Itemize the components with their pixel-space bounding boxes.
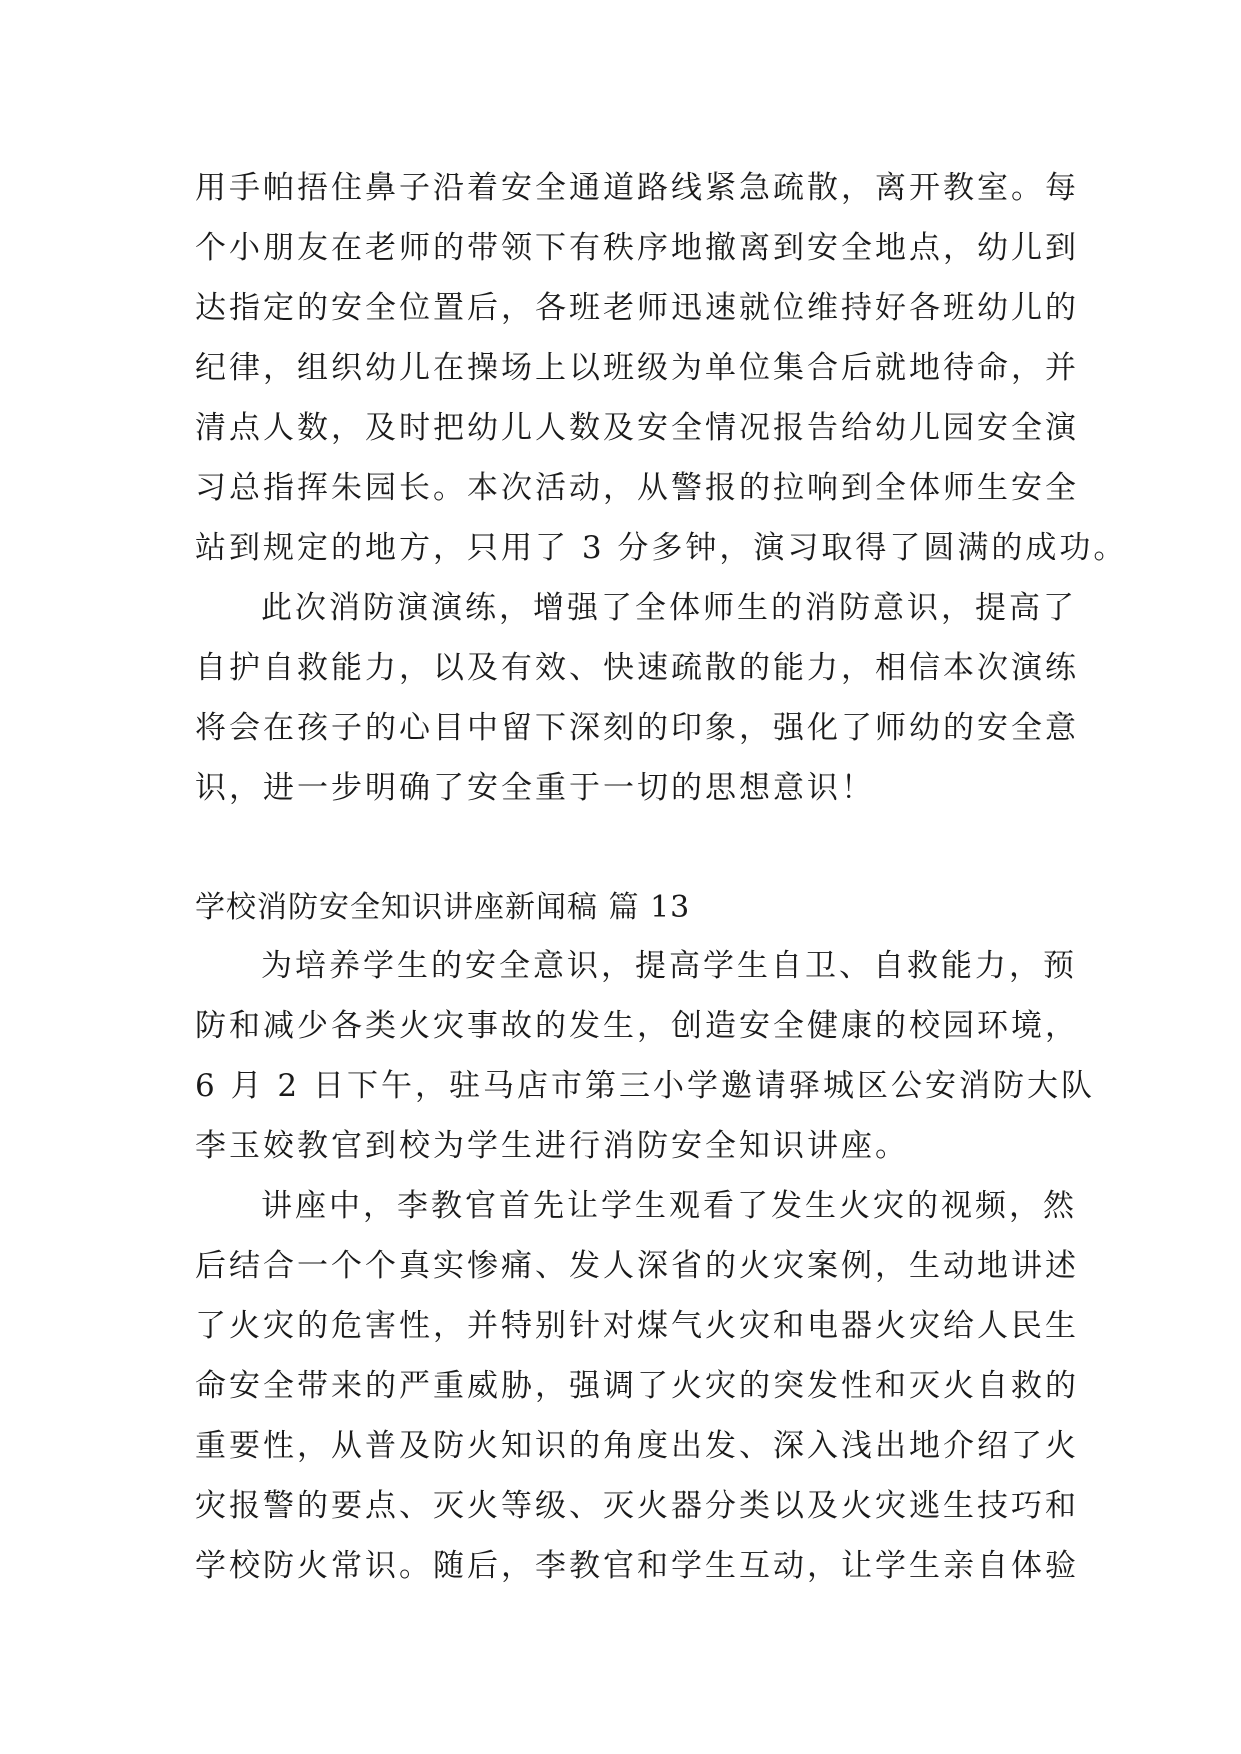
text-line: 重要性，从普及防火知识的角度出发、深入浅出地介绍了火 [195,1428,1079,1464]
paragraph-drill-summary [195,578,1079,818]
text-line: 站到规定的地方，只用了 3 分多钟，演习取得了圆满的成功。 [195,530,1128,566]
text-line: 为培养学生的安全意识，提高学生自卫、自救能力，预 [261,948,1077,984]
text-line: 命安全带来的严重威胁，强调了火灾的突发性和灭火自救的 [195,1368,1079,1404]
text-line: 学校防火常识。随后，李教官和学生互动，让学生亲自体验 [195,1548,1079,1584]
text-line: 防和减少各类火灾事故的发生，创造安全健康的校园环境， [195,1008,1079,1044]
text-line: 清点人数，及时把幼儿人数及安全情况报告给幼儿园安全演 [195,410,1079,446]
text-line: 后结合一个个真实惨痛、发人深省的火灾案例，生动地讲述 [195,1248,1079,1284]
text-line: 李玉姣教官到校为学生进行消防安全知识讲座。 [195,1128,909,1164]
text-line: 识，进一步明确了安全重于一切的思想意识！ [195,770,875,806]
text-line: 6 月 2 日下午，驻马店市第三小学邀请驿城区公安消防大队 [195,1068,1096,1104]
section-heading: 学校消防安全知识讲座新闻稿 篇 13 [195,890,691,925]
document-body [195,158,1128,1596]
paragraph-lecture-intro [195,936,1096,1176]
text-line: 个小朋友在老师的带领下有秩序地撤离到安全地点，幼儿到 [195,230,1079,266]
paragraph-lecture-content [195,1176,1079,1596]
text-line: 将会在孩子的心目中留下深刻的印象，强化了师幼的安全意 [195,710,1079,746]
text-line: 达指定的安全位置后，各班老师迅速就位维持好各班幼儿的 [195,290,1079,326]
text-line: 纪律，组织幼儿在操场上以班级为单位集合后就地待命，并 [195,350,1079,386]
text-line: 此次消防演演练，增强了全体师生的消防意识，提高了 [261,590,1077,626]
text-line: 习总指挥朱园长。本次活动，从警报的拉响到全体师生安全 [195,470,1079,506]
text-line: 了火灾的危害性，并特别针对煤气火灾和电器火灾给人民生 [195,1308,1079,1344]
paragraph-evacuation [195,158,1128,578]
text-line: 讲座中，李教官首先让学生观看了发生火灾的视频，然 [261,1188,1077,1224]
paragraph-spacer [195,818,1055,879]
text-line: 灾报警的要点、灭火等级、灭火器分类以及火灾逃生技巧和 [195,1488,1079,1524]
text-line: 用手帕捂住鼻子沿着安全通道路线紧急疏散，离开教室。每 [195,170,1079,206]
text-line: 自护自救能力，以及有效、快速疏散的能力，相信本次演练 [195,650,1079,686]
